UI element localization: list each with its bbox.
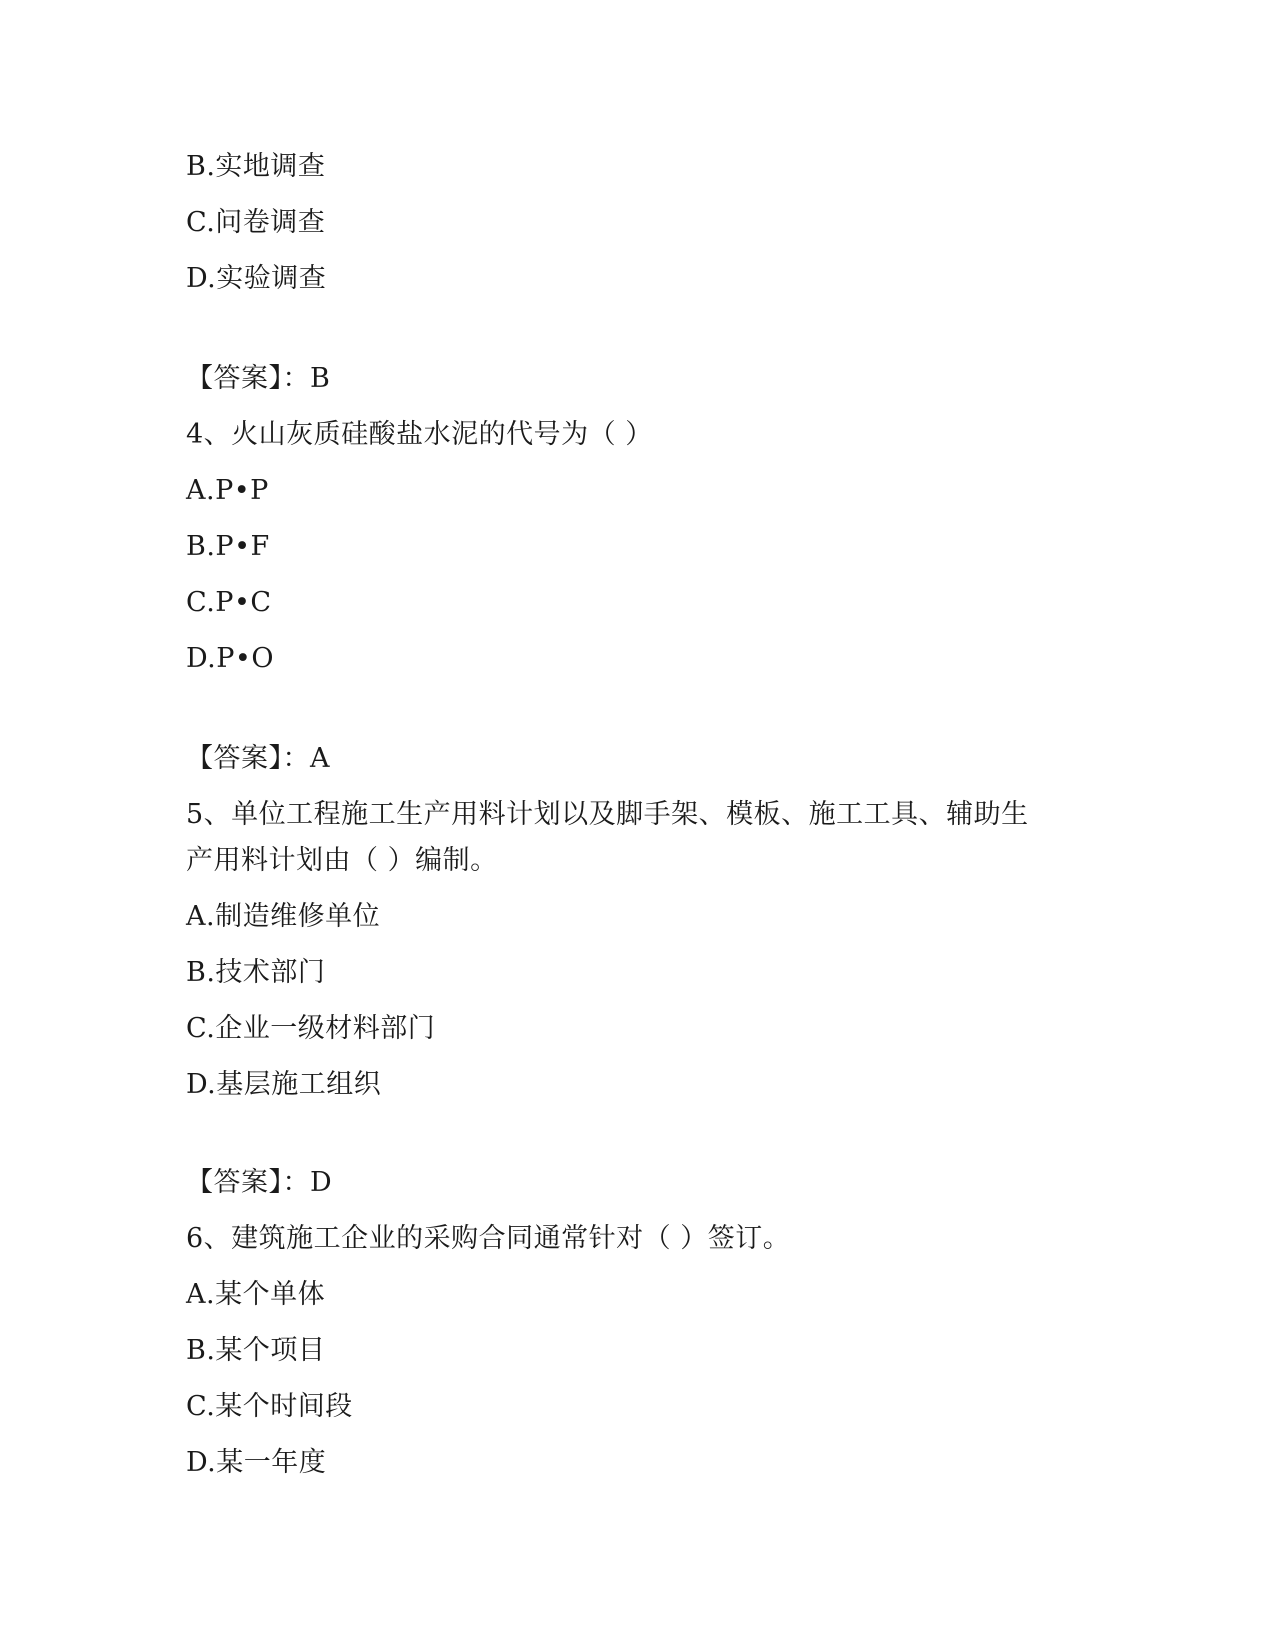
- option-c: C.P•C: [186, 587, 272, 618]
- answer-line: 【答案】：D: [186, 1167, 333, 1198]
- question-4-stem: 4、火山灰质硅酸盐水泥的代号为（ ）: [186, 419, 653, 450]
- option-b: B.实地调查: [186, 151, 326, 182]
- answer-line: 【答案】：B: [186, 363, 331, 394]
- question-5-stem-line1: 5、单位工程施工生产用料计划以及脚手架、模板、施工工具、辅助生: [186, 799, 1029, 830]
- option-b: B.P•F: [186, 531, 270, 562]
- option-c: C.某个时间段: [186, 1391, 353, 1422]
- question-6-stem: 6、建筑施工企业的采购合同通常针对（ ）签订。: [186, 1223, 791, 1254]
- question-5-stem-line2: 产用料计划由（ ）编制。: [186, 845, 498, 876]
- option-d: D.实验调查: [186, 263, 327, 294]
- option-c: C.问卷调查: [186, 207, 326, 238]
- option-d: D.P•O: [186, 643, 274, 674]
- option-d: D.基层施工组织: [186, 1069, 382, 1100]
- option-b: B.技术部门: [186, 957, 326, 988]
- option-d: D.某一年度: [186, 1447, 327, 1478]
- option-c: C.企业一级材料部门: [186, 1013, 436, 1044]
- option-a: A.P•P: [186, 475, 269, 506]
- answer-line: 【答案】：A: [186, 743, 330, 774]
- option-a: A.某个单体: [186, 1279, 326, 1310]
- option-b: B.某个项目: [186, 1335, 326, 1366]
- option-a: A.制造维修单位: [186, 901, 381, 932]
